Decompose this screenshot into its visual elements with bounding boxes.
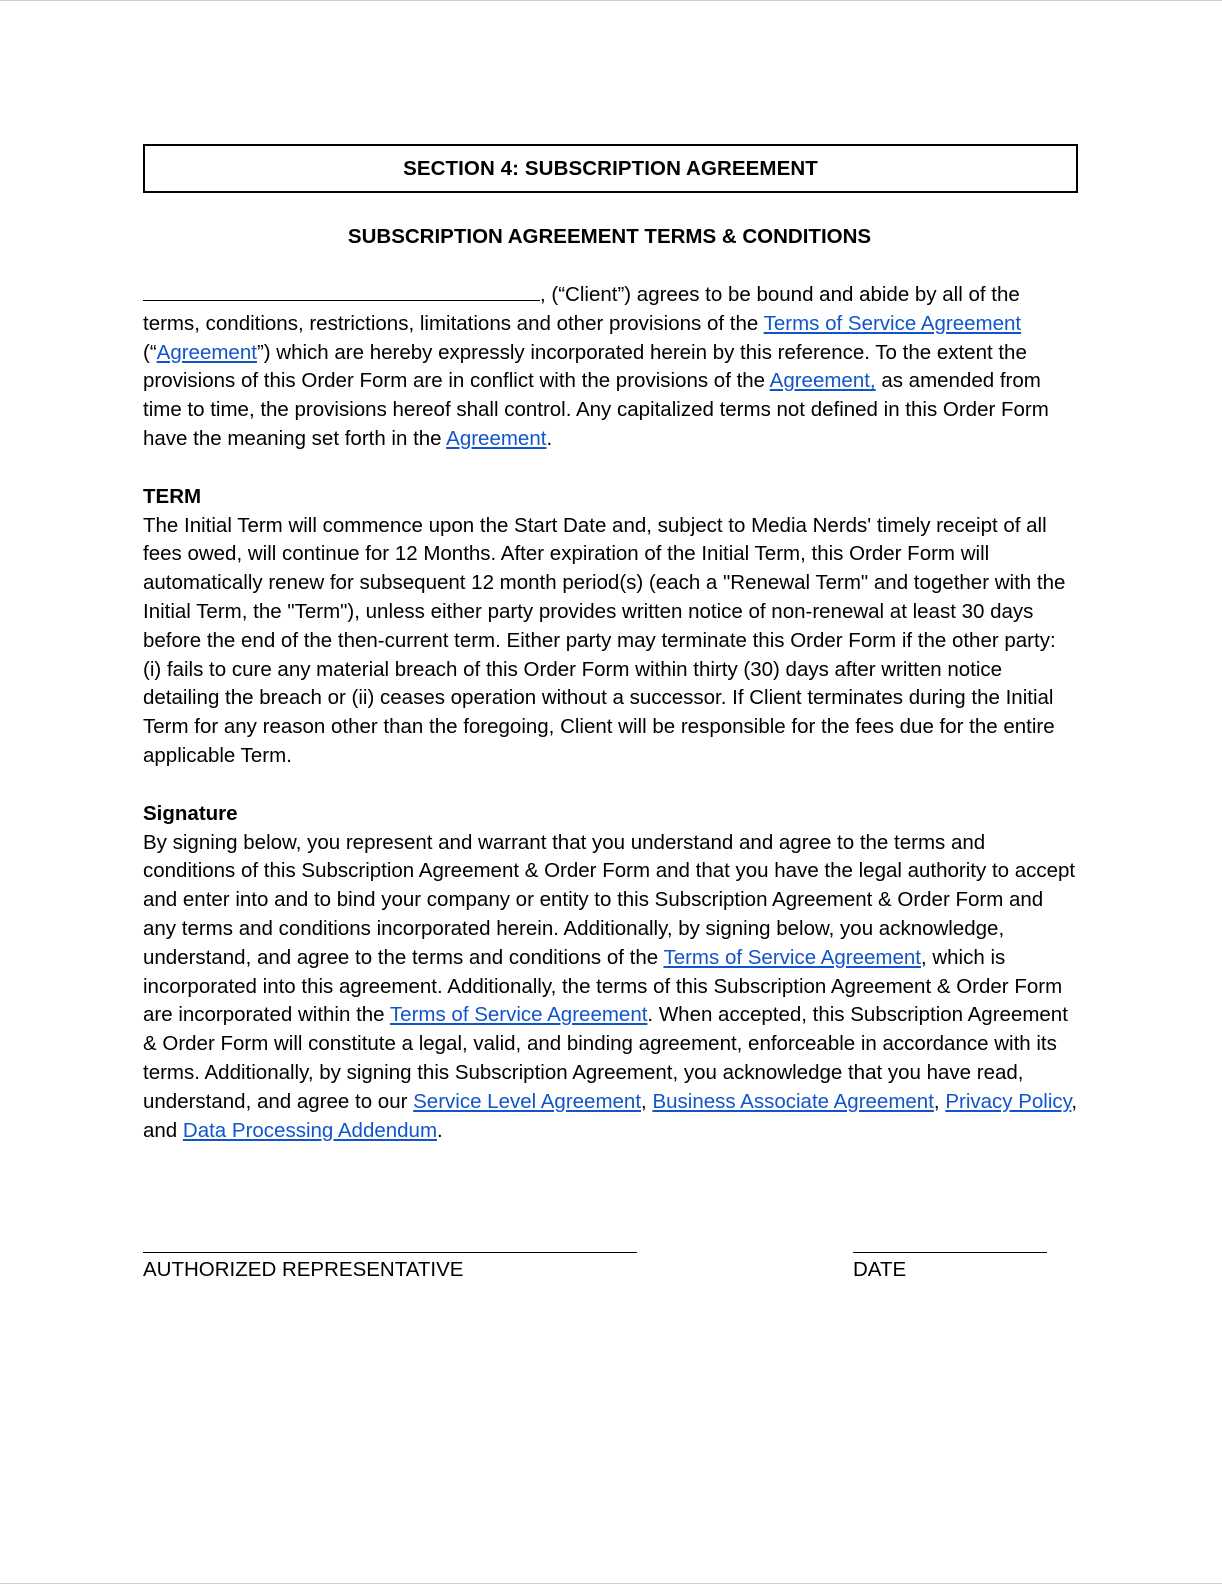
client-name-blank[interactable] <box>143 281 540 301</box>
signature-paragraph: By signing below, you represent and warrant that you understand and agree to the terms and conditions of this Subscription Agreement & Order Form and that you have the legal authority to accept and enter into and to bind your company or entity to this Subscription Agreement & Order Form and any terms and conditions incorporated herein. Additionally, by signing below, you acknowledge, understand, and agree to the terms and conditions of the Terms of Service Agreement, which is incorporated into this agreement. Additionally, the terms of this Subscription Agreement & Order Form are incorporated within the Terms of Service Agreement. When accepted, this Subscription Agreement & Order Form will constitute a legal, valid, and binding agreement, enforceable in accordance with its terms. Additionally, by signing this Subscription Agreement, you acknowledge that you have read, understand, and agree to our Service Level Agreement, Business Associate Agreement, Privacy Policy, and Data Processing Addendum. <box>143 830 1078 1142</box>
date-signature-line[interactable] <box>853 1252 1047 1253</box>
business-associate-agreement-link[interactable]: Business Associate Agreement <box>652 1089 934 1113</box>
representative-label: AUTHORIZED REPRESENTATIVE <box>143 1258 464 1281</box>
privacy-policy-link[interactable]: Privacy Policy <box>945 1089 1072 1113</box>
terms-of-service-link[interactable]: Terms of Service Agreement <box>663 945 921 969</box>
date-label: DATE <box>853 1258 907 1281</box>
signature-heading: Signature <box>143 801 238 825</box>
section-header: SECTION 4: SUBSCRIPTION AGREEMENT <box>403 156 818 180</box>
agreement-link[interactable]: Agreement <box>446 426 547 450</box>
page-bottom-edge <box>0 1583 1222 1584</box>
term-heading: TERM <box>143 484 202 508</box>
intro-paragraph: , (“Client”) agrees to be bound and abide by all of the terms, conditions, restrictions, limitations and other provisions of the Terms of Service Agreement (“Agreement”) which are hereby expressly incorporated herein by this reference. To the extent the provisions of this Order Form are in conflict with the provisions of the Agreement, as amended from time to time, the provisions hereof shall control. Any capitalized terms not defined in this Order Form have the meaning set forth in the Agreement. <box>143 283 1049 450</box>
term-paragraph: The Initial Term will commence upon the Start Date and, subject to Media Nerds' timely receipt of all fees owed, will continue for 12 Months. After expiration of the Initial Term, this Order Form will automatically renew for subsequent 12 month period(s) (each a "Renewal Term" and together with the Initial Term, the "Term"), unless either party provides written notice of non-renewal at least 30 days before the end of the then-current term. Either party may terminate this Order Form if the other party: (i) fails to cure any material breach of this Order Form within thirty (30) days after written notice detailing the breach or (ii) ceases operation without a successor. If Client terminates during the Initial Term for any reason other than the foregoing, Client will be responsible for the fees due for the entire applicable Term. <box>143 513 1066 767</box>
terms-of-service-link[interactable]: Terms of Service Agreement <box>389 1003 648 1027</box>
terms-of-service-link[interactable]: Terms of Service Agreement <box>763 311 1022 335</box>
page-top-edge <box>0 0 1222 1</box>
document-page <box>143 144 1078 1145</box>
signature-block <box>143 1232 1078 1292</box>
section-header-box <box>143 144 1078 193</box>
service-level-agreement-link[interactable]: Service Level Agreement <box>413 1089 642 1113</box>
agreement-link[interactable]: Agreement, <box>769 369 876 393</box>
agreement-link[interactable]: Agreement <box>156 340 257 364</box>
data-processing-addendum-link[interactable]: Data Processing Addendum <box>182 1118 438 1142</box>
document-title: SUBSCRIPTION AGREEMENT TERMS & CONDITIONS <box>347 225 872 248</box>
representative-signature-line[interactable] <box>143 1252 637 1253</box>
